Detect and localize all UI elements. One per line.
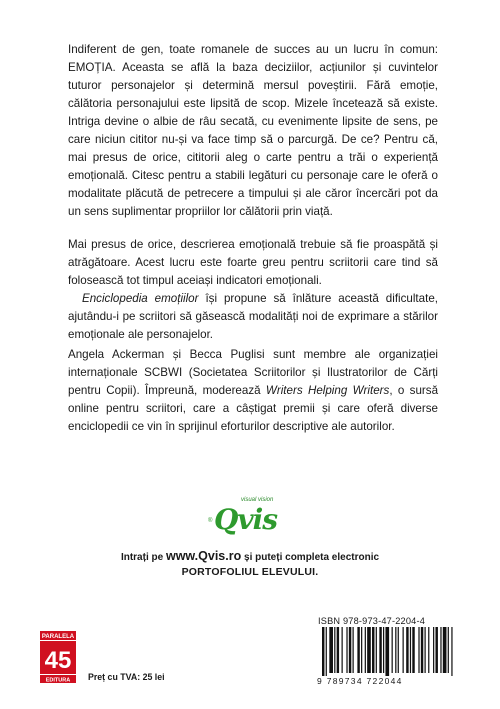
qvis-website-link[interactable]: www.Qvis.ro [165,549,242,563]
barcode-bar [334,627,335,673]
qvis-invite-line [0,549,500,563]
barcode-bar [353,627,354,673]
paragraph-authors [68,346,438,436]
barcode-bar [410,627,411,673]
barcode-bar [433,627,434,673]
barcode-bar [398,627,399,673]
barcode-number: 9 789734 722044 [317,676,403,686]
isbn-label: ISBN 978-973-47-2204-4 [318,616,426,626]
barcode-bar [329,627,333,673]
barcode-bar [412,627,414,673]
barcode-bar [421,627,423,673]
barcode-bar [392,627,393,673]
publisher-logo-top: PARALELA [41,634,75,640]
barcode-bar [346,627,347,673]
barcode-bar [367,627,371,673]
qvis-brand: Qvis [214,503,278,536]
barcode-bar [361,627,362,673]
barcode-bar [451,627,452,676]
barcode-bar [395,627,396,673]
publisher-logo [39,630,77,684]
barcode-bar [428,627,429,673]
website-title: Writers Helping Writers [265,384,390,397]
barcode-bar [322,627,324,676]
barcode [320,627,457,676]
barcode-bar [448,627,449,673]
publisher-logo-bottom: EDITURA [45,677,71,684]
paragraph-emotion-intro: Indiferent de gen, toate romanele de succes au un lucru în comun: EMOȚIA. Aceasta se află la baza deciziilor, acțiunilor și cuvintelor tuturor personajelor și determină mersul poveștirii. Fără emoție, călătoria personajului este lipsită de scop. Mizele încetează să existe. Intriga devine o albie de râu secată, cu evenimente lipsite de sens, pe care niciun cititor nu-și va face timp să o parcurgă. De ce? Pentru că, mai presus de orice, cititorii aleg o carte pentru a trăi o experiență emoțională. Citesc pentru a stabili legături cu personaje care le oferă o modalitate plăcută de petrecere a timpului și ale căror încercări pot da un sens suplimentar propriilor lor călătorii prin viață. [68,43,438,218]
barcode-bar [418,627,419,673]
barcode-bar [376,627,377,673]
barcode-bar [372,627,374,673]
barcode-bar [440,627,441,673]
qvis-registered-mark: ® [208,518,213,524]
barcode-bar [349,627,351,673]
barcode-bar [379,627,381,673]
qvis-portfolio-line: PORTOFOLIUL ELEVULUI. [181,566,319,578]
qvis-invite-pre: Intrați pe [120,552,166,563]
authors-text-2: , o sursă online pentru scriitori, care a câștigat premii și care oferă diverse enciclopedii ce vin în sprijinul eforturilor descriptive ale autorilor. [68,384,439,433]
paragraph-encyclopedia [68,290,438,344]
qvis-invite-post: și puteți completa electronic [241,552,380,563]
barcode-bar [403,627,404,673]
book-title: Enciclopedia emoțiilor [82,292,199,305]
authors-text-1: Angela Ackerman și Becca Puglisi sunt membre ale organizației internaționale SCBWI (Societatea Scriitorilor și Ilustratorilor de Cărți pentru Copii). Împreună, moderează [68,348,438,397]
barcode-bar [357,627,359,673]
qvis-logo [208,497,298,547]
barcode-bar [383,627,384,673]
paragraph-encyclopedia-text: își propune să înlăture această dificultate, ajutându-i pe scriitori să găsească modalități noi de exprimare a stărilor emoționale ale personajelor. [68,292,438,341]
barcode-bar [385,627,389,676]
barcode-bar [443,627,447,673]
barcode-bar [424,627,425,673]
description-paragraph-2 [68,236,438,344]
price-label: Preț cu TVA: 25 lei [88,672,165,682]
publisher-logo-number: 45 [44,647,72,674]
barcode-bar [365,627,366,673]
barcode-bar [435,627,437,673]
description-paragraph-authors [68,346,438,436]
qvis-tagline: visual vision [241,497,274,503]
description-paragraph-1 [68,41,438,221]
barcode-bar [406,627,408,673]
barcode-bar [326,627,327,676]
barcode-bar [342,627,343,673]
barcode-bar [337,627,339,673]
paragraph-emotional-description: Mai presus de orice, descrierea emoțională trebuie să fie proaspătă și atrăgătoare. Acest lucru este foarte greu pentru scriitorii care tind să folosească tot timpul aceiași indicatori emoționali. [68,238,438,287]
